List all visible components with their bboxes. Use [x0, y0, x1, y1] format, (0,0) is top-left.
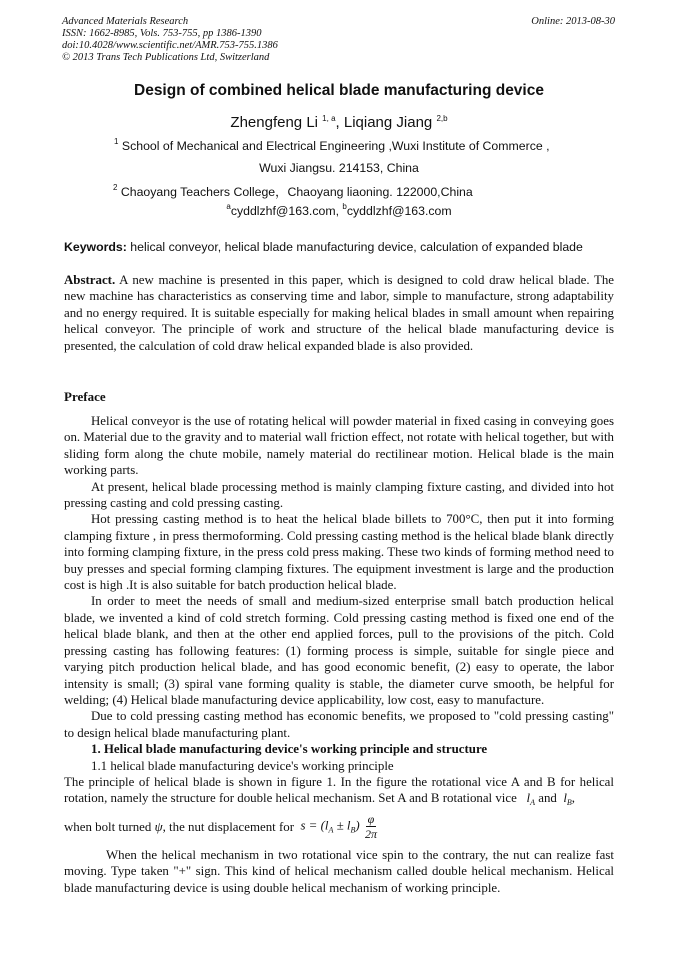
affiliation-1: $^1$ School of Mechanical and Electrical Engineering ,Wuxi Institute of Commerce , — [114, 137, 550, 153]
preface-heading: Preface — [64, 389, 106, 404]
preface-p4: In order to meet the needs of small and medium-sized enterprise small batch production helical blade, we invented a kind of cold stretch forming. Cold pressing casting method is fixed one end of the helical blade blank, and then at the other end applied forces, pull to the provisions of the pitch. Cold pressing casting has following features: (1) forming process is simple, suitable for single piece and varying pitch production helical blade, and has good economic benefit, (2) easy to operate, the labor intensity is small; (3) spiral vane forming quality is stable, the diameter curve smooth, be helpful for welding; (4) Helical blade manufacturing device applicability, low cost, easy to manufacture. — [64, 594, 614, 707]
author-1: Zhengfeng Li — [230, 114, 318, 131]
issn: ISSN: 1662-8985, Vols. 753-755, pp 1386-1390 — [62, 28, 262, 39]
abstract-label: Abstract. — [64, 273, 116, 287]
author-line: Zhengfeng Li $^{1, a}$, Liqiang Jiang $^{2,b}$ — [230, 114, 448, 131]
section-1-1-heading: 1.1 helical blade manufacturing device's working principle — [91, 758, 394, 773]
email-b[interactable]: cyddlzhf@163.com — [346, 204, 452, 218]
author-2-sup: 2,b — [436, 114, 448, 123]
displacement-formula: $s = (l_A \pm l_B)$ $\frac{\varphi}{2\pi}$ — [300, 812, 377, 842]
preface-p2: At present, helical blade processing method is mainly clamping fixture casting, and divided into hot pressing casting and cold pressing casting. — [64, 479, 614, 511]
emails: $^a$cyddlzhf@163.com, $^b$cyddlzhf@163.com — [226, 202, 452, 218]
journal-header — [62, 16, 278, 64]
preface-p3: Hot pressing casting method is to heat the helical blade billets to 700°C, then put it into forming clamping fixture , in press thermoforming. Cold pressing casting method is the helical blade blank directly into forming clamping fixture, in the press cold press making. These two kinds of forming method need to buy presses and special forming clamping fixtures. The equipment investment is large and the production cost is high .It is also suitable for batch production helical blade. — [64, 512, 614, 593]
email-a[interactable]: cyddlzhf@163.com — [230, 204, 336, 218]
keywords-text: helical conveyor, helical blade manufacturing device, calculation of expanded blade — [130, 240, 583, 254]
section-1-heading: 1. Helical blade manufacturing device's working principle and structure — [91, 742, 488, 757]
abstract-text: A new machine is presented in this paper, which is designed to cold draw helical blade. The new machine has characteristics as conserving time and labor, simple to manufacture, strong adaptability and no energy required. It is suitable especially for making helical blades in small amount when repairing helical conveyor. The principle of work and structure of the helical blade manufacturing device is presented, the calculation of cold draw helical expanded blade is also provided. — [64, 273, 615, 353]
keywords — [64, 240, 583, 254]
formula-line: when bolt turned ψ , the nut displacement for $s = (l_A \pm l_B)$ $\frac{\varphi}{2\pi}$ — [64, 812, 377, 842]
preface-body — [64, 413, 614, 896]
preface-p1: Helical conveyor is the use of rotating helical will powder material in fixed casing in conveying goes on. Material due to the gravity and to material wall friction effect, not rotate with helical together, but with sliding form along the chute mobile, namely material do rectilinear motion. Helical blade is the main working parts. — [64, 414, 614, 478]
affiliation-2: $^2$ Chaoyang Teachers College，Chaoyang liaoning. 122000,China — [113, 183, 473, 199]
doi: doi:10.4028/www.scientific.net/AMR.753-755.1386 — [62, 40, 278, 51]
section-1-p2: When the helical mechanism in two rotational vice spin to the contrary, the nut can realize fast moving. Type taken "+" sign. This kind of helical mechanism called double helical mechanism. Helical blade manufacturing device is using double helical mechanism of working principle. — [64, 847, 614, 895]
keywords-label: Keywords: — [64, 240, 127, 254]
online-date: Online: 2013-08-30 — [531, 16, 615, 27]
abstract — [64, 272, 614, 354]
psi-symbol: ψ — [154, 819, 163, 834]
author-1-sup: 1, a — [322, 114, 336, 123]
section-1-p1: The principle of helical blade is shown in figure 1. In the figure the rotational vice A and B for helical rotation, namely the structure for double helical mechanism. Set A and B rotational vice $l_A$ and $l_B$, — [64, 774, 614, 808]
copyright: © 2013 Trans Tech Publications Ltd, Switzerland — [62, 52, 270, 63]
preface-p5: Due to cold pressing casting method has economic benefits, we proposed to "cold pressing casting" to design helical blade manufacturing plant. — [64, 709, 614, 740]
journal-name: Advanced Materials Research — [62, 16, 189, 27]
formula-fraction: $\frac{\varphi}{2\pi}$ — [364, 812, 377, 842]
author-2: Liqiang Jiang — [343, 114, 433, 131]
paper-title: Design of combined helical blade manufacturing device — [134, 82, 544, 99]
affiliation-1-cont: Wuxi Jiangsu. 214153, China — [259, 161, 419, 175]
